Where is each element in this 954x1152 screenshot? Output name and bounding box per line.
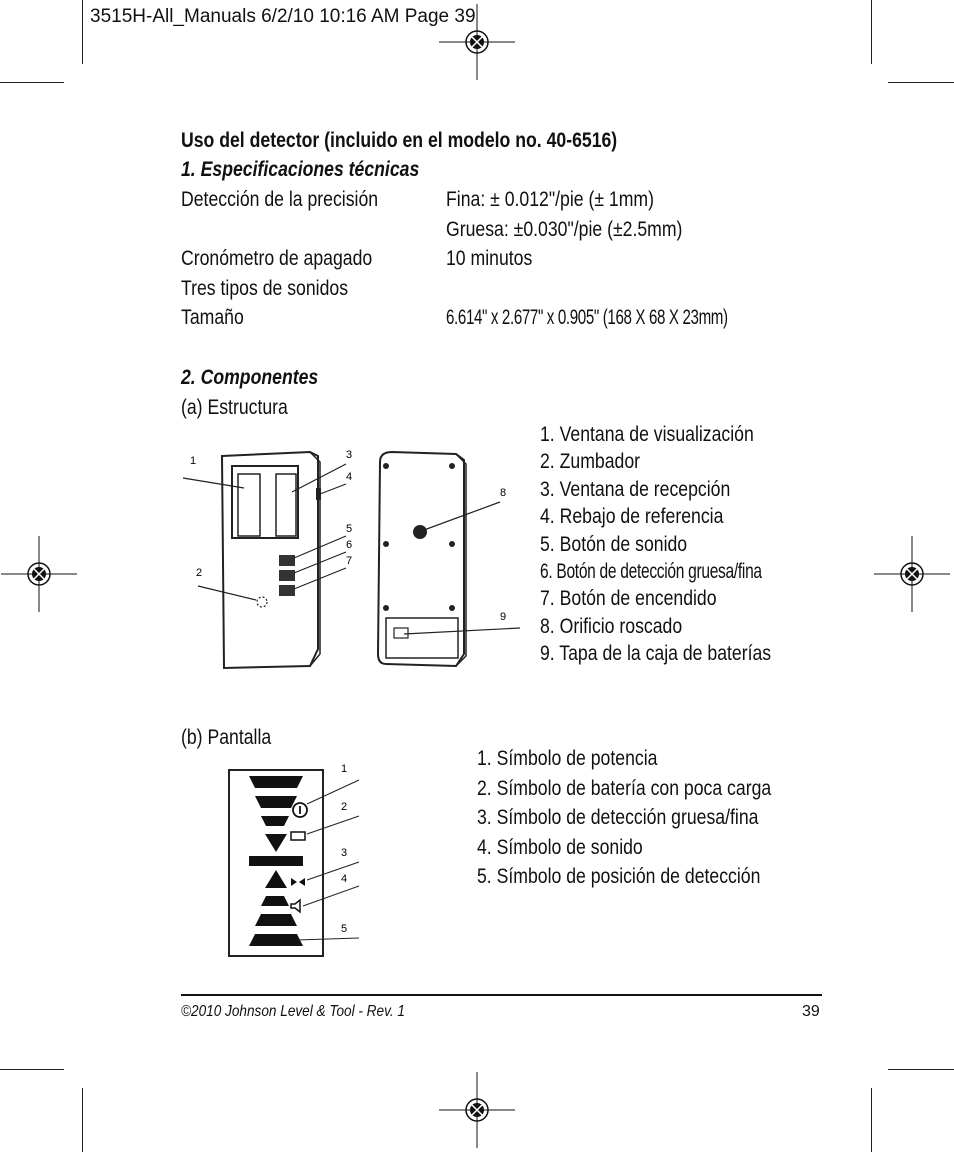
callout-5: 5 [341,923,348,935]
list-item: 1. Símbolo de potencia [477,747,658,770]
section-heading: Uso del detector (incluido en el modelo no. 40-6516) [181,129,618,152]
callout-9: 9 [500,611,507,623]
crop-mark [0,82,64,83]
callout-5: 5 [346,523,353,535]
list-item: 1. Ventana de visualización [540,423,754,446]
list-item: 2. Símbolo de batería con poca carga [477,776,772,800]
structure-label: (a) Estructura [181,396,288,419]
callout-1: 1 [190,455,197,467]
screen-list [477,744,827,892]
spec-title: 1. Especificaciones técnicas [181,158,420,181]
crop-mark [888,82,954,83]
spec-label: Detección de la precisión [181,188,379,211]
list-item: 9. Tapa de la caja de baterías [540,642,772,666]
list-item: 5. Botón de sonido [540,532,688,556]
screen-label: (b) Pantalla [181,726,272,749]
crop-mark [0,1069,64,1070]
callout-7: 7 [346,555,353,567]
spec-value: Fina: ± 0.012"/pie (± 1mm) [446,188,654,211]
list-item: 4. Rebajo de referencia [540,505,724,529]
callout-6: 6 [346,539,353,551]
crop-mark [871,1088,872,1152]
list-item: 3. Símbolo de detección gruesa/fina [477,806,759,830]
callout-8: 8 [500,487,507,499]
list-item: 3. Ventana de recepción [540,477,731,501]
page-number: 39 [802,1003,820,1020]
detector-structure-diagram [180,444,530,676]
spec-label: Tamaño [181,306,244,329]
list-item: 5. Símbolo de posición de detección [477,865,761,889]
footer-copyright: ©2010 Johnson Level & Tool - Rev. 1 [181,1003,405,1020]
callout-3: 3 [341,847,348,859]
list-item: 8. Orificio roscado [540,614,683,638]
spec-label: Cronómetro de apagado [181,247,373,270]
crop-mark [888,1069,954,1070]
list-item: 4. Símbolo de sonido [477,835,643,859]
spec-value: 10 minutos [446,247,533,270]
callout-4: 4 [341,873,348,885]
spec-label: Tres tipos de sonidos [181,277,349,300]
list-item: 2. Zumbador [540,450,641,474]
spec-value: Gruesa: ±0.030"/pie (±2.5mm) [446,218,683,241]
list-item: 7. Botón de encendido [540,587,717,611]
list-item: 6. Botón de detección gruesa/fina [540,560,762,584]
crop-mark [82,1088,83,1152]
registration-mark-icon [873,535,951,613]
print-slug: 3515H-All_Manuals 6/2/10 10:16 AM Page 39 [90,6,476,27]
callout-3: 3 [346,449,353,461]
spec-value: 6.614" x 2.677" x 0.905" (168 X 68 X 23mm) [446,306,728,329]
registration-mark-icon [438,1071,516,1149]
sound-icon [291,900,300,912]
crop-mark [82,0,83,64]
registration-mark-icon [0,535,78,613]
registration-mark-icon [438,3,516,81]
footer-divider [181,994,822,996]
callout-4: 4 [346,471,353,483]
callout-2: 2 [196,567,203,579]
detector-display-diagram [225,758,365,958]
coarse-fine-icon [291,878,297,886]
callout-2: 2 [341,801,348,813]
callout-1: 1 [341,763,348,775]
structure-list [540,421,840,668]
components-title: 2. Componentes [181,366,319,389]
crop-mark [871,0,872,64]
battery-icon [291,832,305,840]
